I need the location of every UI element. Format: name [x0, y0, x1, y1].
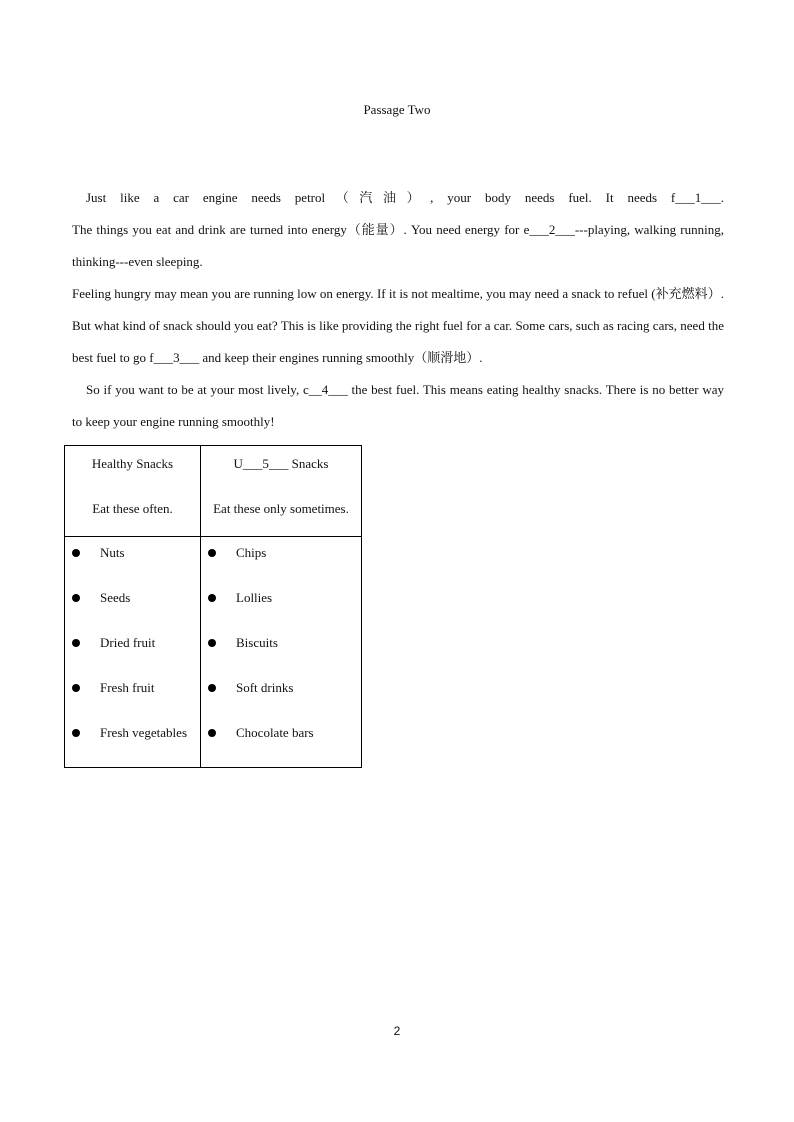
column-heading: Healthy Snacks: [91, 456, 174, 471]
list-item: Dried fruit: [65, 632, 200, 677]
list-item: Nuts: [65, 542, 200, 587]
healthy-snacks-header: [65, 446, 201, 537]
bullet-icon: [208, 594, 216, 602]
list-item: Biscuits: [201, 632, 361, 677]
list-item: Chips: [201, 542, 361, 587]
bullet-icon: [208, 639, 216, 647]
column-subheading: Eat these only sometimes.: [213, 501, 349, 516]
table-body-row: [65, 537, 362, 768]
column-heading: U___5___ Snacks: [233, 456, 329, 471]
list-item: Soft drinks: [201, 677, 361, 722]
list-item: Fresh fruit: [65, 677, 200, 722]
paragraph-1: Just like a car engine needs petrol（汽油）, your body needs fuel. It needs f___1___.: [86, 190, 724, 205]
bullet-icon: [72, 594, 80, 602]
list-item: Lollies: [201, 587, 361, 632]
unhealthy-snacks-list: [201, 537, 361, 767]
unhealthy-snacks-list-cell: [201, 537, 362, 768]
paragraph-3: Feeling hungry may mean you are running low on energy. If it is not mealtime, you may need a snack to refuel (补充燃料）. But what kind of snack should you eat? This is like providing the right fuel for a car. Some cars, such as racing cars, need the best fuel to go f___3___ and keep their engines running smoothly（顺滑地）.: [72, 286, 724, 365]
paragraph-4: So if you want to be at your most lively, c__4___ the best fuel. This means eating healthy snacks. There is no better way to keep your engine running smoothly!: [72, 382, 724, 429]
snacks-table: [64, 445, 362, 768]
list-item: Fresh vegetables: [65, 722, 200, 767]
bullet-icon: [72, 684, 80, 692]
bullet-icon: [208, 684, 216, 692]
page-number: 2: [393, 1024, 401, 1038]
bullet-icon: [72, 729, 80, 737]
healthy-snacks-list: [65, 537, 200, 767]
bullet-icon: [208, 729, 216, 737]
bullet-icon: [208, 549, 216, 557]
bullet-icon: [72, 639, 80, 647]
bullet-icon: [72, 549, 80, 557]
passage-title: Passage Two: [363, 102, 431, 117]
list-item: Chocolate bars: [201, 722, 361, 767]
healthy-snacks-list-cell: [65, 537, 201, 768]
paragraph-2: The things you eat and drink are turned into energy（能量）. You need energy for e___2___---playing, walking running, thinking---even sleeping.: [72, 222, 724, 269]
list-item: Seeds: [65, 587, 200, 632]
unhealthy-snacks-header: [201, 446, 362, 537]
column-subheading: Eat these often.: [92, 501, 173, 516]
table-header-row: [65, 446, 362, 537]
passage-body: [72, 182, 724, 438]
